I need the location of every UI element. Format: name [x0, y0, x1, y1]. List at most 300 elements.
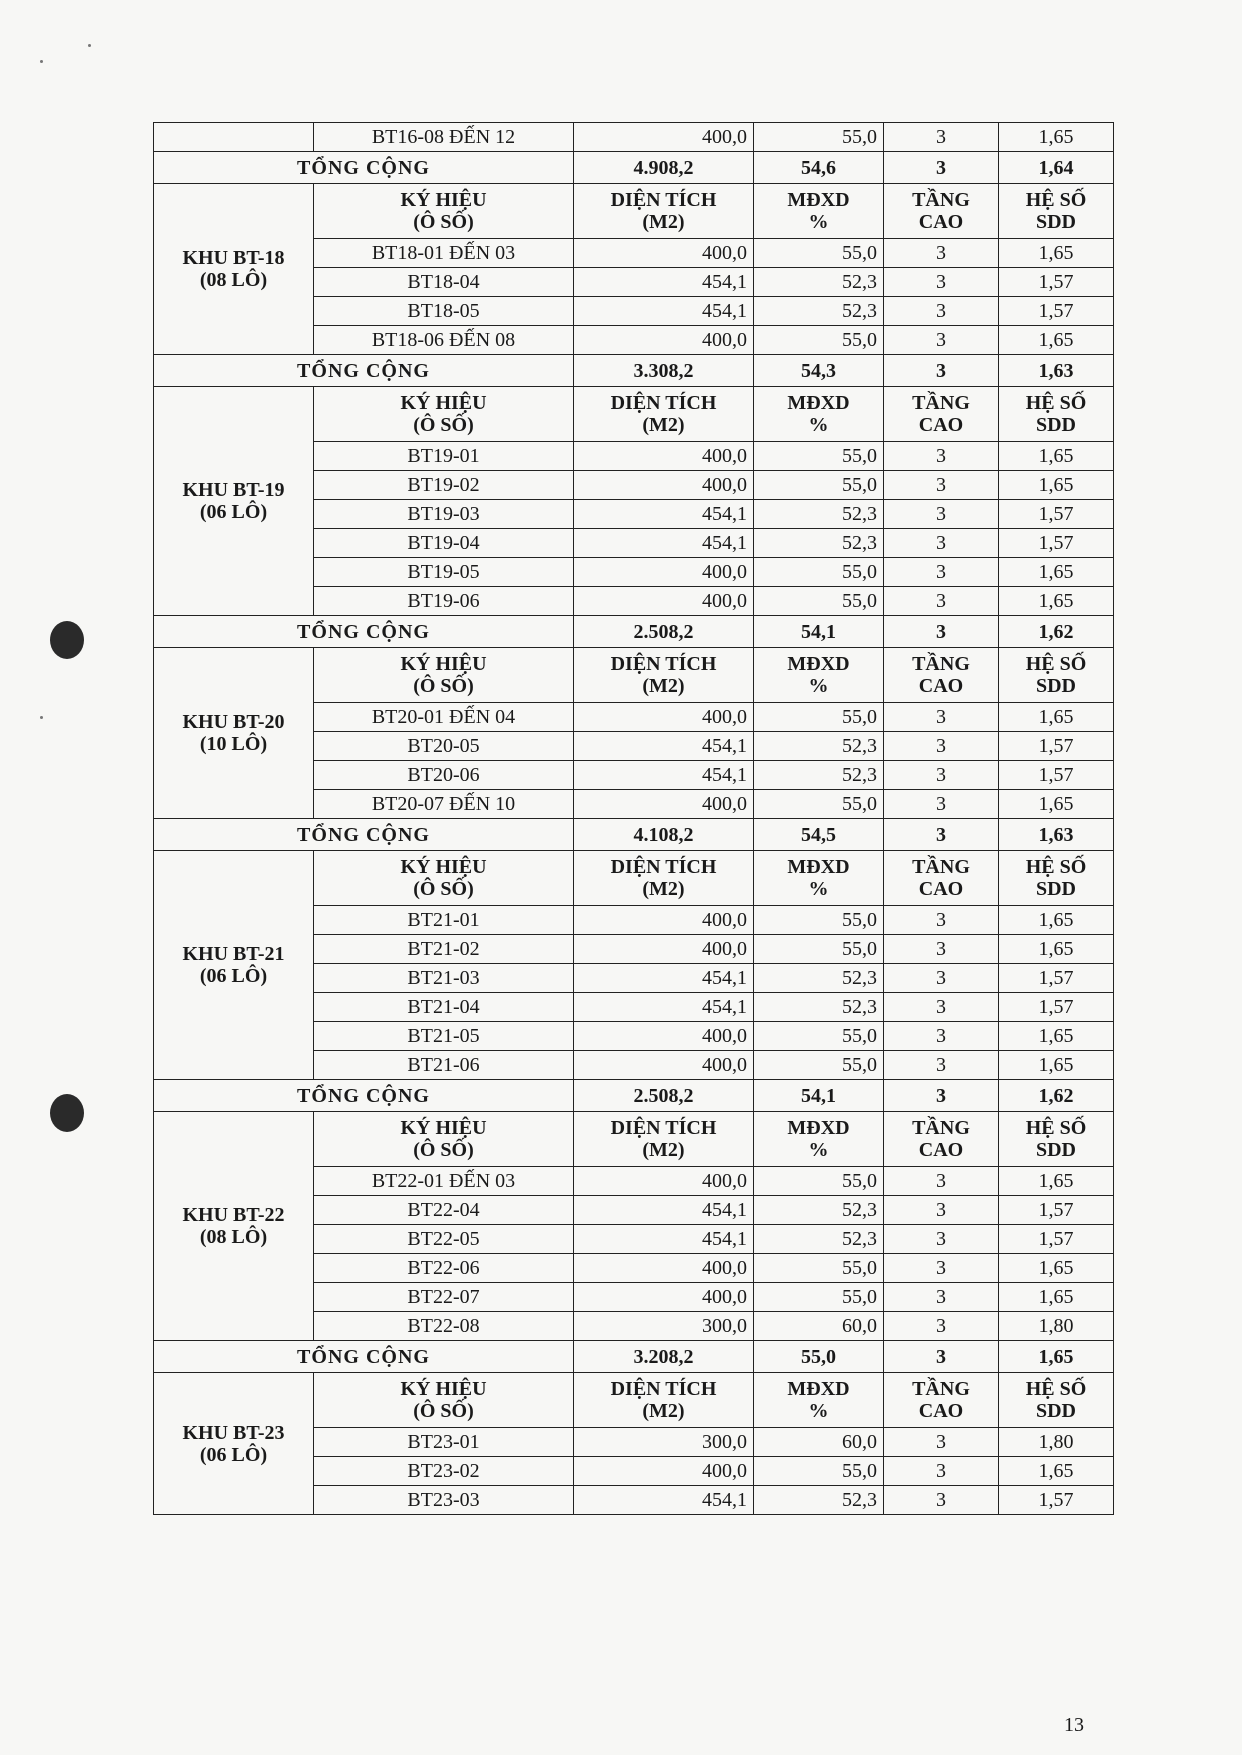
header-area-sub: (M2) [642, 1400, 685, 1422]
lot-ratio: 1,65 [999, 123, 1114, 152]
lot-code: BT21-03 [314, 964, 574, 993]
header-code [314, 184, 574, 239]
page-number: 13 [1064, 1714, 1084, 1736]
lot-density: 55,0 [754, 1457, 884, 1486]
header-density-sub: % [808, 878, 829, 900]
lot-code: BT22-05 [314, 1225, 574, 1254]
total-ratio: 1,63 [999, 355, 1114, 387]
header-ratio [999, 1112, 1114, 1167]
header-density-sub: % [808, 211, 829, 233]
lot-area: 300,0 [574, 1312, 754, 1341]
lot-density: 52,3 [754, 297, 884, 326]
total-label: TỔNG CỘNG [154, 1341, 574, 1373]
header-floors-sub: CAO [918, 1400, 964, 1422]
lot-code: BT23-03 [314, 1486, 574, 1515]
lot-density: 52,3 [754, 732, 884, 761]
table-body [154, 123, 1114, 1515]
header-floors [884, 851, 999, 906]
header-area [574, 851, 754, 906]
lot-code: BT22-04 [314, 1196, 574, 1225]
total-area: 4.108,2 [574, 819, 754, 851]
zone-header-row [154, 387, 1114, 442]
lot-area: 400,0 [574, 906, 754, 935]
lot-code: BT22-07 [314, 1283, 574, 1312]
lot-ratio: 1,65 [999, 471, 1114, 500]
header-area-sub: (M2) [642, 414, 685, 436]
lot-ratio: 1,65 [999, 326, 1114, 355]
header-floors [884, 184, 999, 239]
header-ratio-sub: SDD [1035, 1139, 1076, 1161]
lot-code: BT20-07 ĐẾN 10 [314, 790, 574, 819]
header-code-label: KÝ HIỆU [400, 189, 487, 211]
header-code [314, 648, 574, 703]
header-code-sub: (Ô SỐ) [413, 675, 474, 697]
zone-cell [154, 1112, 314, 1341]
lot-ratio: 1,57 [999, 761, 1114, 790]
total-label: TỔNG CỘNG [154, 1080, 574, 1112]
header-floors-sub: CAO [918, 675, 964, 697]
header-code-label: KÝ HIỆU [400, 856, 487, 878]
lot-floors: 3 [884, 326, 999, 355]
lot-ratio: 1,65 [999, 239, 1114, 268]
lot-density: 55,0 [754, 703, 884, 732]
lot-density: 52,3 [754, 761, 884, 790]
scan-speck [40, 716, 43, 719]
zone-name: KHU BT-21 [182, 943, 285, 965]
total-row [154, 819, 1114, 851]
header-floors [884, 1112, 999, 1167]
punch-hole-bottom [50, 1094, 84, 1132]
header-code-label: KÝ HIỆU [400, 1378, 487, 1400]
zone-header-row [154, 184, 1114, 239]
lot-area: 400,0 [574, 239, 754, 268]
header-code [314, 1112, 574, 1167]
header-code [314, 1373, 574, 1428]
zone-lot-count: (08 LÔ) [199, 269, 268, 291]
lot-code: BT22-08 [314, 1312, 574, 1341]
header-ratio [999, 387, 1114, 442]
total-area: 2.508,2 [574, 1080, 754, 1112]
total-label: TỔNG CỘNG [154, 152, 574, 184]
lot-ratio: 1,57 [999, 500, 1114, 529]
zone-lot-count: (06 LÔ) [199, 1443, 268, 1466]
lot-floors: 3 [884, 123, 999, 152]
lot-density: 55,0 [754, 471, 884, 500]
lot-area: 400,0 [574, 558, 754, 587]
lot-area: 454,1 [574, 1486, 754, 1515]
total-row [154, 355, 1114, 387]
header-density-sub: % [808, 414, 829, 436]
total-floors: 3 [884, 152, 999, 184]
lot-code: BT21-06 [314, 1051, 574, 1080]
lot-code: BT21-04 [314, 993, 574, 1022]
lot-code: BT18-06 ĐẾN 08 [314, 326, 574, 355]
header-ratio-label: HỆ SỐ [1025, 1378, 1087, 1400]
lot-density: 52,3 [754, 993, 884, 1022]
total-floors: 3 [884, 355, 999, 387]
header-density-label: MĐXD [787, 392, 850, 414]
lot-ratio: 1,65 [999, 790, 1114, 819]
header-density-sub: % [808, 675, 829, 697]
lot-floors: 3 [884, 268, 999, 297]
lot-density: 52,3 [754, 529, 884, 558]
lot-density: 55,0 [754, 1283, 884, 1312]
header-floors-label: TẦNG [912, 189, 970, 211]
header-area [574, 387, 754, 442]
header-area-label: DIỆN TÍCH [610, 653, 717, 675]
header-density-label: MĐXD [787, 653, 850, 675]
lot-area: 400,0 [574, 326, 754, 355]
lot-code: BT19-06 [314, 587, 574, 616]
zone-header-row [154, 1373, 1114, 1428]
lot-area: 400,0 [574, 703, 754, 732]
lot-ratio: 1,57 [999, 1486, 1114, 1515]
header-ratio-sub: SDD [1035, 211, 1076, 233]
lot-density: 52,3 [754, 1196, 884, 1225]
zone-name: KHU BT-20 [182, 711, 285, 733]
lot-code: BT23-02 [314, 1457, 574, 1486]
lot-floors: 3 [884, 993, 999, 1022]
lot-area: 400,0 [574, 1167, 754, 1196]
zone-header-row [154, 851, 1114, 906]
lot-code: BT21-01 [314, 906, 574, 935]
lot-density: 55,0 [754, 326, 884, 355]
header-density [754, 851, 884, 906]
lot-area: 400,0 [574, 123, 754, 152]
lot-code: BT19-02 [314, 471, 574, 500]
header-area [574, 648, 754, 703]
lot-code: BT20-01 ĐẾN 04 [314, 703, 574, 732]
total-label: TỔNG CỘNG [154, 819, 574, 851]
lot-floors: 3 [884, 1225, 999, 1254]
lot-area: 400,0 [574, 1283, 754, 1312]
header-code [314, 851, 574, 906]
header-area [574, 1373, 754, 1428]
lot-ratio: 1,65 [999, 1022, 1114, 1051]
zone-name: KHU BT-19 [182, 479, 285, 501]
lot-density: 55,0 [754, 239, 884, 268]
total-floors: 3 [884, 819, 999, 851]
header-ratio [999, 184, 1114, 239]
lot-floors: 3 [884, 906, 999, 935]
header-floors-label: TẦNG [912, 392, 970, 414]
lot-code: BT19-01 [314, 442, 574, 471]
zone-cell [154, 851, 314, 1080]
total-density: 54,1 [754, 616, 884, 648]
total-area: 3.208,2 [574, 1341, 754, 1373]
lot-floors: 3 [884, 761, 999, 790]
header-density [754, 387, 884, 442]
header-floors-label: TẦNG [912, 1117, 970, 1139]
total-row [154, 616, 1114, 648]
header-ratio-sub: SDD [1035, 414, 1076, 436]
header-area [574, 1112, 754, 1167]
zone-cell [154, 184, 314, 355]
total-label: TỔNG CỘNG [154, 355, 574, 387]
lot-code: BT19-05 [314, 558, 574, 587]
lot-code: BT20-06 [314, 761, 574, 790]
header-density-label: MĐXD [787, 189, 850, 211]
lot-floors: 3 [884, 1022, 999, 1051]
zone-lot-count: (08 LÔ) [199, 1226, 268, 1248]
header-floors [884, 1373, 999, 1428]
header-floors-sub: CAO [918, 878, 964, 900]
lot-density: 55,0 [754, 1167, 884, 1196]
lot-code: BT22-01 ĐẾN 03 [314, 1167, 574, 1196]
lot-area: 400,0 [574, 1051, 754, 1080]
lot-floors: 3 [884, 558, 999, 587]
lot-floors: 3 [884, 1486, 999, 1515]
lot-ratio: 1,65 [999, 1457, 1114, 1486]
lot-floors: 3 [884, 500, 999, 529]
zone-cell [154, 1373, 314, 1515]
zone-cell [154, 387, 314, 616]
lot-density: 55,0 [754, 906, 884, 935]
header-floors-label: TẦNG [912, 653, 970, 675]
lot-area: 454,1 [574, 732, 754, 761]
lot-ratio: 1,80 [999, 1428, 1114, 1457]
lot-area: 400,0 [574, 1022, 754, 1051]
total-floors: 3 [884, 616, 999, 648]
header-code [314, 387, 574, 442]
lot-density: 52,3 [754, 1486, 884, 1515]
lot-density: 55,0 [754, 1022, 884, 1051]
header-ratio-label: HỆ SỐ [1025, 856, 1087, 878]
lot-density: 52,3 [754, 964, 884, 993]
lot-code: BT18-05 [314, 297, 574, 326]
header-density-label: MĐXD [787, 1378, 850, 1400]
lot-floors: 3 [884, 703, 999, 732]
lot-area: 400,0 [574, 935, 754, 964]
lot-ratio: 1,57 [999, 529, 1114, 558]
lot-area: 400,0 [574, 442, 754, 471]
header-ratio-label: HỆ SỐ [1025, 189, 1087, 211]
total-label: TỔNG CỘNG [154, 616, 574, 648]
total-density: 54,1 [754, 1080, 884, 1112]
lot-density: 55,0 [754, 442, 884, 471]
header-code-label: KÝ HIỆU [400, 653, 487, 675]
lot-area: 400,0 [574, 790, 754, 819]
lot-area: 400,0 [574, 1457, 754, 1486]
lot-area: 300,0 [574, 1428, 754, 1457]
header-density-sub: % [808, 1139, 829, 1161]
header-code-sub: (Ô SỐ) [413, 414, 474, 436]
lot-ratio: 1,65 [999, 1283, 1114, 1312]
lot-density: 52,3 [754, 1225, 884, 1254]
lot-area: 454,1 [574, 1225, 754, 1254]
total-ratio: 1,64 [999, 152, 1114, 184]
lot-ratio: 1,57 [999, 964, 1114, 993]
header-code-sub: (Ô SỐ) [413, 1400, 474, 1422]
lot-floors: 3 [884, 732, 999, 761]
header-area-sub: (M2) [642, 211, 685, 233]
lot-floors: 3 [884, 442, 999, 471]
header-density-label: MĐXD [787, 1117, 850, 1139]
total-area: 2.508,2 [574, 616, 754, 648]
total-ratio: 1,63 [999, 819, 1114, 851]
lot-ratio: 1,65 [999, 703, 1114, 732]
header-ratio-label: HỆ SỐ [1025, 653, 1087, 675]
total-ratio: 1,65 [999, 1341, 1114, 1373]
lot-density: 55,0 [754, 935, 884, 964]
lot-floors: 3 [884, 1428, 999, 1457]
header-ratio-sub: SDD [1035, 675, 1076, 697]
header-ratio [999, 851, 1114, 906]
lot-ratio: 1,57 [999, 732, 1114, 761]
lot-density: 55,0 [754, 790, 884, 819]
header-floors-sub: CAO [918, 1139, 964, 1161]
lot-floors: 3 [884, 297, 999, 326]
total-density: 54,3 [754, 355, 884, 387]
land-use-table [153, 122, 1114, 1515]
lot-floors: 3 [884, 1167, 999, 1196]
zone-header-row [154, 1112, 1114, 1167]
lot-area: 454,1 [574, 529, 754, 558]
lot-ratio: 1,65 [999, 1167, 1114, 1196]
header-density-sub: % [808, 1400, 829, 1422]
total-ratio: 1,62 [999, 1080, 1114, 1112]
header-area-label: DIỆN TÍCH [610, 1117, 717, 1139]
lot-ratio: 1,80 [999, 1312, 1114, 1341]
header-density [754, 1373, 884, 1428]
lot-ratio: 1,65 [999, 1254, 1114, 1283]
lot-area: 454,1 [574, 268, 754, 297]
lot-area: 454,1 [574, 964, 754, 993]
header-floors [884, 387, 999, 442]
zone-name: KHU BT-22 [182, 1204, 285, 1226]
header-floors-sub: CAO [918, 414, 964, 436]
lot-floors: 3 [884, 1457, 999, 1486]
lot-code: BT16-08 ĐẾN 12 [314, 123, 574, 152]
total-area: 4.908,2 [574, 152, 754, 184]
header-area [574, 184, 754, 239]
lot-floors: 3 [884, 587, 999, 616]
lot-ratio: 1,65 [999, 587, 1114, 616]
header-floors-label: TẦNG [912, 856, 970, 878]
lot-area: 400,0 [574, 1254, 754, 1283]
header-area-sub: (M2) [642, 878, 685, 900]
zone-lot-count: (06 LÔ) [199, 501, 268, 523]
header-ratio-sub: SDD [1035, 1400, 1076, 1422]
lot-density: 55,0 [754, 1051, 884, 1080]
lot-ratio: 1,65 [999, 558, 1114, 587]
lot-ratio: 1,65 [999, 935, 1114, 964]
header-code-label: KÝ HIỆU [400, 1117, 487, 1139]
total-ratio: 1,62 [999, 616, 1114, 648]
header-ratio [999, 1373, 1114, 1428]
lot-ratio: 1,57 [999, 1196, 1114, 1225]
lot-code: BT19-03 [314, 500, 574, 529]
lot-ratio: 1,65 [999, 1051, 1114, 1080]
lot-density: 52,3 [754, 268, 884, 297]
lot-code: BT19-04 [314, 529, 574, 558]
lot-floors: 3 [884, 529, 999, 558]
header-floors [884, 648, 999, 703]
lot-area: 454,1 [574, 500, 754, 529]
lot-ratio: 1,57 [999, 268, 1114, 297]
header-density-label: MĐXD [787, 856, 850, 878]
lot-area: 454,1 [574, 993, 754, 1022]
header-area-sub: (M2) [642, 675, 685, 697]
header-density [754, 648, 884, 703]
total-floors: 3 [884, 1080, 999, 1112]
lot-code: BT18-01 ĐẾN 03 [314, 239, 574, 268]
lot-density: 60,0 [754, 1428, 884, 1457]
lot-area: 454,1 [574, 761, 754, 790]
lot-code: BT23-01 [314, 1428, 574, 1457]
header-ratio-sub: SDD [1035, 878, 1076, 900]
lot-density: 55,0 [754, 558, 884, 587]
zone-lot-count: (06 LÔ) [199, 965, 268, 987]
lot-floors: 3 [884, 1051, 999, 1080]
lot-density: 55,0 [754, 123, 884, 152]
lot-code: BT21-05 [314, 1022, 574, 1051]
header-ratio-label: HỆ SỐ [1025, 1117, 1087, 1139]
lot-area: 454,1 [574, 1196, 754, 1225]
lot-density: 60,0 [754, 1312, 884, 1341]
lot-area: 400,0 [574, 587, 754, 616]
table-row [154, 123, 1114, 152]
scan-speck [88, 44, 91, 47]
lot-floors: 3 [884, 790, 999, 819]
total-density: 55,0 [754, 1341, 884, 1373]
header-code-label: KÝ HIỆU [400, 392, 487, 414]
lot-ratio: 1,57 [999, 1225, 1114, 1254]
header-floors-sub: CAO [918, 211, 964, 233]
lot-ratio: 1,57 [999, 297, 1114, 326]
lot-density: 52,3 [754, 500, 884, 529]
total-row [154, 1341, 1114, 1373]
total-floors: 3 [884, 1341, 999, 1373]
header-code-sub: (Ô SỐ) [413, 878, 474, 900]
zone-cell [154, 648, 314, 819]
zone-cell-continued [154, 123, 314, 152]
zone-lot-count: (10 LÔ) [199, 733, 268, 755]
lot-density: 55,0 [754, 1254, 884, 1283]
lot-ratio: 1,65 [999, 442, 1114, 471]
header-density [754, 184, 884, 239]
header-ratio-label: HỆ SỐ [1025, 392, 1087, 414]
lot-floors: 3 [884, 964, 999, 993]
header-ratio [999, 648, 1114, 703]
header-area-label: DIỆN TÍCH [610, 1378, 717, 1400]
lot-code: BT20-05 [314, 732, 574, 761]
total-area: 3.308,2 [574, 355, 754, 387]
header-area-label: DIỆN TÍCH [610, 189, 717, 211]
zone-name: KHU BT-18 [182, 247, 285, 269]
zone-name: KHU BT-23 [182, 1421, 285, 1444]
total-row [154, 1080, 1114, 1112]
lot-code: BT22-06 [314, 1254, 574, 1283]
lot-floors: 3 [884, 1196, 999, 1225]
lot-area: 400,0 [574, 471, 754, 500]
lot-floors: 3 [884, 471, 999, 500]
total-row [154, 152, 1114, 184]
header-code-sub: (Ô SỐ) [413, 211, 474, 233]
header-area-label: DIỆN TÍCH [610, 856, 717, 878]
lot-density: 55,0 [754, 587, 884, 616]
header-density [754, 1112, 884, 1167]
lot-ratio: 1,65 [999, 906, 1114, 935]
lot-floors: 3 [884, 1283, 999, 1312]
lot-floors: 3 [884, 1254, 999, 1283]
header-area-sub: (M2) [642, 1139, 685, 1161]
total-density: 54,5 [754, 819, 884, 851]
lot-code: BT18-04 [314, 268, 574, 297]
zone-header-row [154, 648, 1114, 703]
lot-floors: 3 [884, 1312, 999, 1341]
scan-speck [40, 60, 43, 63]
